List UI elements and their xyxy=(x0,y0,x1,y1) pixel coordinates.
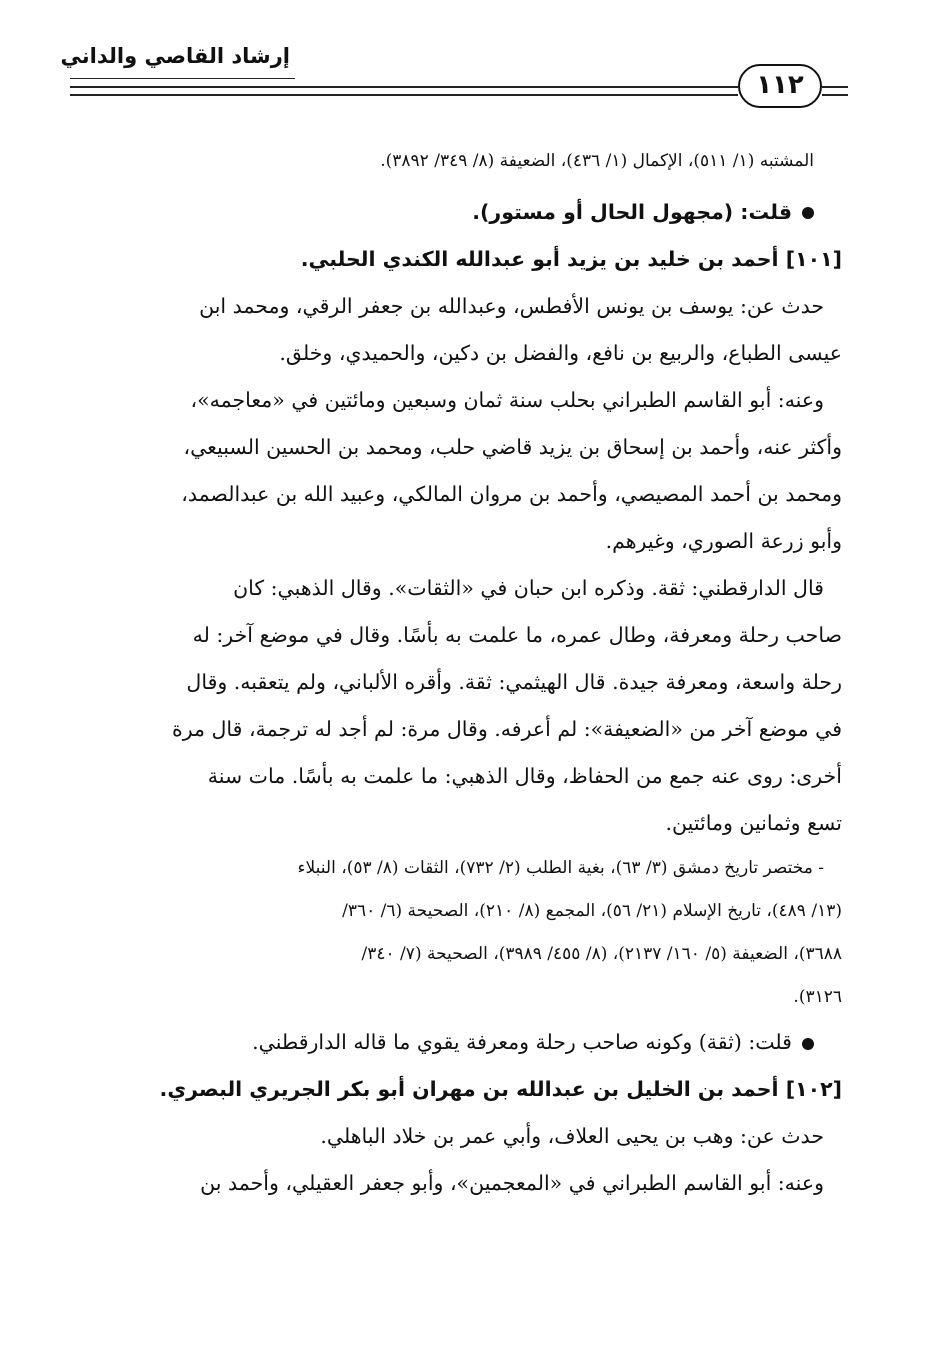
header-double-rule-left xyxy=(70,86,738,96)
page-number-badge: ١١٢ xyxy=(738,64,822,108)
paragraph-line: تسع وثمانين ومائتين. xyxy=(665,811,842,835)
bullet-icon xyxy=(802,1038,814,1050)
paragraph-line: وعنه: أبو القاسم الطبراني بحلب سنة ثمان وسبعين ومائتين في «معاجمه»، xyxy=(190,388,824,412)
paragraph-line: رحلة واسعة، ومعرفة جيدة. قال الهيثمي: ثقة. وأقره الألباني، ولم يتعقبه. وقال xyxy=(186,670,842,694)
paragraph-line: صاحب رحلة ومعرفة، وطال عمره، ما علمت به بأسًا. وقال في موضع آخر: له xyxy=(192,623,842,647)
footnote-line: المشتبه (١/ ٥١١)، الإكمال (١/ ٤٣٦)، الضعيفة (٨/ ٣٤٩/ ٣٨٩٢). xyxy=(380,151,814,171)
qultu-text: قلت: (مجهول الحال أو مستور). xyxy=(472,200,792,224)
entry-heading-102: [١٠٢] أحمد بن الخليل بن عبدالله بن مهران أبو بكر الجريري البصري. xyxy=(159,1077,842,1101)
page-body xyxy=(70,140,842,1207)
source-references-line: ٣٦٨٨)، الضعيفة (٥/ ١٦٠/ ٢١٣٧)، (٨/ ٤٥٥/ ٣٩٨٩)، الصحيحة (٧/ ٣٤٠/ xyxy=(361,944,842,964)
paragraph-line: عيسى الطباع، والربيع بن نافع، والفضل بن دكين، والحميدي، وخلق. xyxy=(279,341,842,365)
paragraph-line: قال الدارقطني: ثقة. وذكره ابن حبان في «الثقات». وقال الذهبي: كان xyxy=(233,576,824,600)
qultu-note xyxy=(70,1019,842,1066)
paragraph-line: أخرى: روى عنه جمع من الحفاظ، وقال الذهبي: ما علمت به بأسًا. مات سنة xyxy=(207,764,842,788)
paragraph-line: ومحمد بن أحمد المصيصي، وأحمد بن مروان المالكي، وعبيد الله بن عبدالصمد، xyxy=(181,482,842,506)
header-underline xyxy=(70,78,295,79)
entry-heading-101: [١٠١] أحمد بن خليد بن يزيد أبو عبدالله الكندي الحلبي. xyxy=(300,247,842,271)
paragraph-line: حدث عن: وهب بن يحيى العلاف، وأبي عمر بن خلاد الباهلي. xyxy=(320,1124,824,1148)
source-references-line: ٣١٢٦). xyxy=(793,987,842,1007)
paragraph-line: في موضع آخر من «الضعيفة»: لم أعرفه. وقال مرة: لم أجد له ترجمة، قال مرة xyxy=(171,717,842,741)
source-references-line: (١٣/ ٤٨٩)، تاريخ الإسلام (٢١/ ٥٦)، المجمع (٨/ ٢١٠)، الصحيحة (٦/ ٣٦٠/ xyxy=(342,901,842,921)
header-double-rule-right xyxy=(822,86,848,96)
paragraph-line: حدث عن: يوسف بن يونس الأفطس، وعبدالله بن جعفر الرقي، ومحمد ابن xyxy=(199,294,824,318)
qultu-text: قلت: (ثقة) وكونه صاحب رحلة ومعرفة يقوي ما قاله الدارقطني. xyxy=(252,1030,792,1054)
running-header-title: إرشاد القاصي والداني xyxy=(60,44,290,68)
qultu-note xyxy=(70,189,842,236)
source-references-line: - مختصر تاريخ دمشق (٣/ ٦٣)، بغية الطلب (٢/ ٧٣٢)، الثقات (٨/ ٥٣)، النبلاء xyxy=(297,858,824,878)
paragraph-line: وأبو زرعة الصوري، وغيرهم. xyxy=(605,529,842,553)
bullet-icon xyxy=(802,207,814,219)
paragraph-line: وعنه: أبو القاسم الطبراني في «المعجمين»، وأبو جعفر العقيلي، وأحمد بن xyxy=(200,1171,824,1195)
paragraph-line: وأكثر عنه، وأحمد بن إسحاق بن يزيد قاضي حلب، ومحمد بن الحسين السبيعي، xyxy=(183,435,842,459)
